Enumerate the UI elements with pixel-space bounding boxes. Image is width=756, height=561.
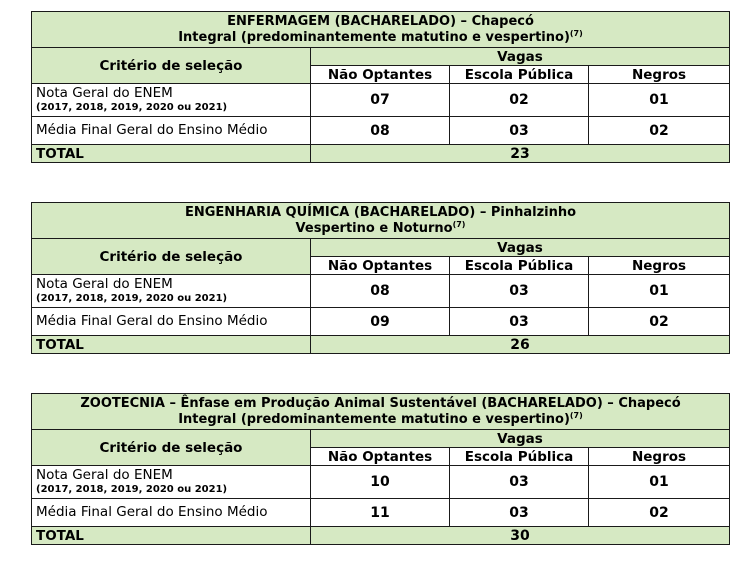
criterion-label: Nota Geral do ENEM <box>36 85 173 101</box>
total-label: TOTAL <box>32 336 311 354</box>
criterion-sublabel: (2017, 2018, 2019, 2020 ou 2021) <box>36 293 228 304</box>
total-label: TOTAL <box>32 145 311 163</box>
criterion-label: Nota Geral do ENEM <box>36 276 173 292</box>
course-name: ZOOTECNIA – Ênfase em Produção Animal Sustentável (BACHARELADO) – Chapecó <box>80 396 681 411</box>
schedule-text: Integral (predominantemente matutino e vespertino) <box>178 30 570 45</box>
footnote-ref: (7) <box>452 220 466 229</box>
criterion-cell <box>32 499 311 527</box>
value-cell: 02 <box>589 499 730 527</box>
column-header: Não Optantes <box>311 66 450 84</box>
table-row <box>32 84 730 117</box>
footnote-ref: (7) <box>569 29 583 38</box>
header-row <box>32 48 730 66</box>
total-row <box>32 527 730 545</box>
table-row <box>32 308 730 336</box>
value-cell: 02 <box>589 308 730 336</box>
footnote-ref: (7) <box>569 411 583 420</box>
course-schedule <box>36 30 725 46</box>
total-value: 26 <box>311 336 730 354</box>
criterion-label: Média Final Geral do Ensino Médio <box>36 122 268 138</box>
value-cell: 08 <box>311 275 450 308</box>
criterion-sublabel: (2017, 2018, 2019, 2020 ou 2021) <box>36 102 228 113</box>
vagas-table <box>31 393 730 545</box>
table-row <box>32 466 730 499</box>
column-header: Negros <box>589 448 730 466</box>
course-name: ENGENHARIA QUÍMICA (BACHARELADO) – Pinhalzinho <box>184 205 577 220</box>
criterio-header: Critério de seleção <box>32 430 311 466</box>
value-cell: 01 <box>589 466 730 499</box>
value-cell: 03 <box>450 466 589 499</box>
criterio-header: Critério de seleção <box>32 48 311 84</box>
column-header: Escola Pública <box>450 66 589 84</box>
course-title <box>32 394 730 430</box>
header-row <box>32 430 730 448</box>
criterion-cell <box>32 117 311 145</box>
total-label: TOTAL <box>32 527 311 545</box>
value-cell: 01 <box>589 275 730 308</box>
value-cell: 11 <box>311 499 450 527</box>
value-cell: 03 <box>450 308 589 336</box>
table-title-row <box>32 12 730 48</box>
criterion-label: Média Final Geral do Ensino Médio <box>36 313 268 329</box>
value-cell: 02 <box>589 117 730 145</box>
value-cell: 08 <box>311 117 450 145</box>
value-cell: 09 <box>311 308 450 336</box>
course-schedule <box>36 412 725 428</box>
vagas-header: Vagas <box>311 48 730 66</box>
criterion-cell <box>32 84 311 117</box>
column-header: Escola Pública <box>450 257 589 275</box>
vagas-header: Vagas <box>311 430 730 448</box>
value-cell: 03 <box>450 117 589 145</box>
schedule-text: Vespertino e Noturno <box>295 221 453 236</box>
table-title-row <box>32 394 730 430</box>
column-header: Negros <box>589 66 730 84</box>
table-row <box>32 275 730 308</box>
criterio-header: Critério de seleção <box>32 239 311 275</box>
column-header: Não Optantes <box>311 257 450 275</box>
course-title <box>32 12 730 48</box>
vagas-table <box>31 202 730 354</box>
column-header: Não Optantes <box>311 448 450 466</box>
criterion-sublabel: (2017, 2018, 2019, 2020 ou 2021) <box>36 484 228 495</box>
total-value: 30 <box>311 527 730 545</box>
value-cell: 10 <box>311 466 450 499</box>
course-name: ENFERMAGEM (BACHARELADO) – Chapecó <box>227 14 534 29</box>
column-header: Escola Pública <box>450 448 589 466</box>
table-row <box>32 499 730 527</box>
criterion-cell <box>32 466 311 499</box>
vagas-header: Vagas <box>311 239 730 257</box>
schedule-text: Integral (predominantemente matutino e vespertino) <box>178 412 570 427</box>
criterion-label: Nota Geral do ENEM <box>36 467 173 483</box>
header-row <box>32 239 730 257</box>
criterion-cell <box>32 308 311 336</box>
total-value: 23 <box>311 145 730 163</box>
criterion-label: Média Final Geral do Ensino Médio <box>36 504 268 520</box>
table-title-row <box>32 203 730 239</box>
value-cell: 07 <box>311 84 450 117</box>
value-cell: 03 <box>450 499 589 527</box>
course-title <box>32 203 730 239</box>
total-row <box>32 145 730 163</box>
value-cell: 02 <box>450 84 589 117</box>
value-cell: 01 <box>589 84 730 117</box>
column-header: Negros <box>589 257 730 275</box>
total-row <box>32 336 730 354</box>
value-cell: 03 <box>450 275 589 308</box>
table-row <box>32 117 730 145</box>
criterion-cell <box>32 275 311 308</box>
course-schedule <box>36 221 725 237</box>
vagas-table <box>31 11 730 163</box>
